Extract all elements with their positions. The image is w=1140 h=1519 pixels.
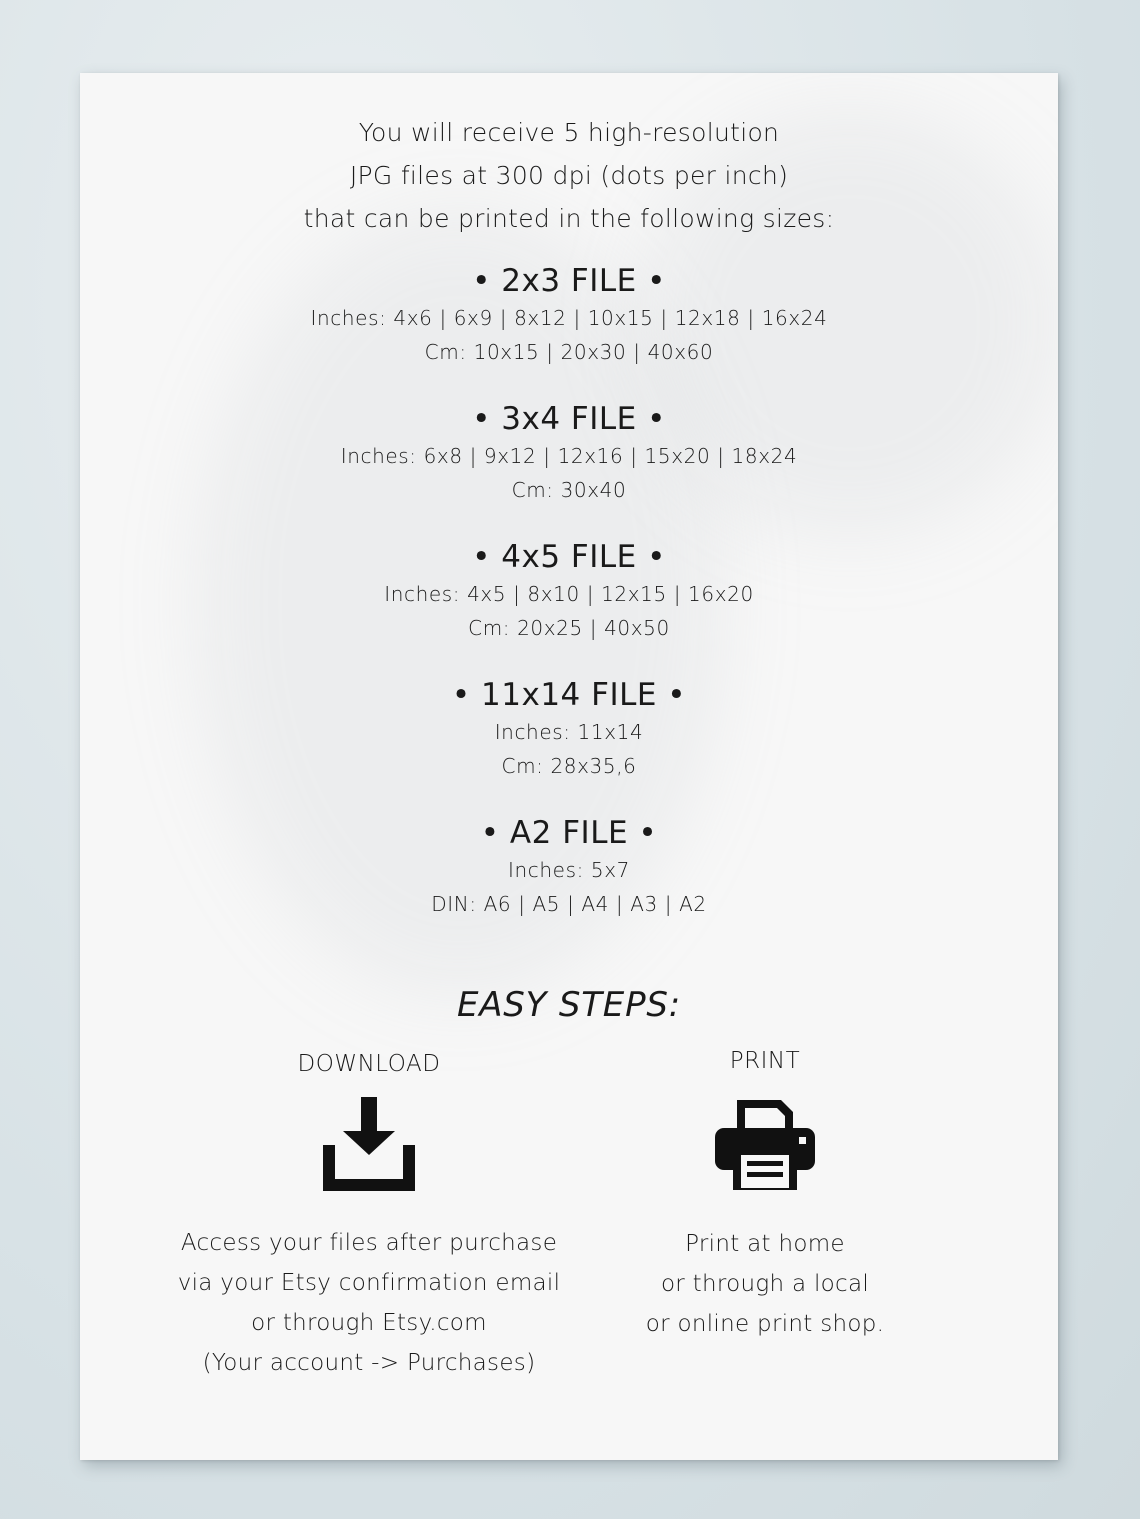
- info-sheet: [80, 73, 1058, 1460]
- description-line: via your Etsy confirmation email: [177, 1270, 561, 1296]
- size-section-a2: [80, 813, 1058, 921]
- download-label: DOWNLOAD: [297, 1051, 441, 1077]
- size-section-2x3: [80, 261, 1058, 369]
- section-inches: Inches: 6x8 | 9x12 | 12x16 | 15x20 | 18x24: [340, 444, 798, 468]
- intro-line: JPG files at 300 dpi (dots per inch): [349, 161, 789, 190]
- description-line: or through Etsy.com: [251, 1310, 487, 1336]
- easy-steps-title: EASY STEPS:: [456, 985, 682, 1025]
- section-cm: Cm: 28x35,6: [501, 754, 637, 778]
- section-cm: Cm: 10x15 | 20x30 | 40x60: [424, 340, 714, 364]
- section-inches: Inches: 4x6 | 6x9 | 8x12 | 10x15 | 12x18 | 16x24: [310, 306, 828, 330]
- size-section-11x14: [80, 675, 1058, 783]
- section-inches: Inches: 11x14: [494, 720, 644, 744]
- download-description: [159, 1223, 579, 1383]
- section-inches: Inches: 5x7: [508, 858, 630, 882]
- section-title: • 3x4 FILE •: [472, 401, 666, 437]
- intro-line: that can be printed in the following sizes:: [303, 204, 835, 233]
- section-cm: Cm: 30x40: [511, 478, 627, 502]
- description-line: Print at home: [685, 1231, 845, 1257]
- description-line: (Your account -> Purchases): [202, 1350, 536, 1376]
- download-icon: [323, 1097, 415, 1193]
- section-cm: Cm: 20x25 | 40x50: [468, 616, 670, 640]
- section-inches: Inches: 4x5 | 8x10 | 12x15 | 16x20: [384, 582, 754, 606]
- print-label: PRINT: [729, 1048, 801, 1074]
- section-title: • 2x3 FILE •: [472, 263, 666, 299]
- description-line: or online print shop.: [645, 1311, 885, 1337]
- intro-text: [80, 111, 1058, 240]
- print-description: [555, 1224, 975, 1344]
- description-line: or through a local: [660, 1271, 870, 1297]
- intro-line: You will receive 5 high-resolution: [358, 118, 780, 147]
- printer-icon: [715, 1098, 815, 1190]
- size-section-3x4: [80, 399, 1058, 507]
- print-step: [555, 1048, 975, 1344]
- section-title: • 11x14 FILE •: [451, 677, 687, 713]
- description-line: Access your files after purchase: [180, 1230, 558, 1256]
- download-step: [159, 1051, 579, 1383]
- size-section-4x5: [80, 537, 1058, 645]
- section-din: DIN: A6 | A5 | A4 | A3 | A2: [431, 892, 707, 916]
- section-title: • 4x5 FILE •: [472, 539, 666, 575]
- section-title: • A2 FILE •: [480, 815, 658, 851]
